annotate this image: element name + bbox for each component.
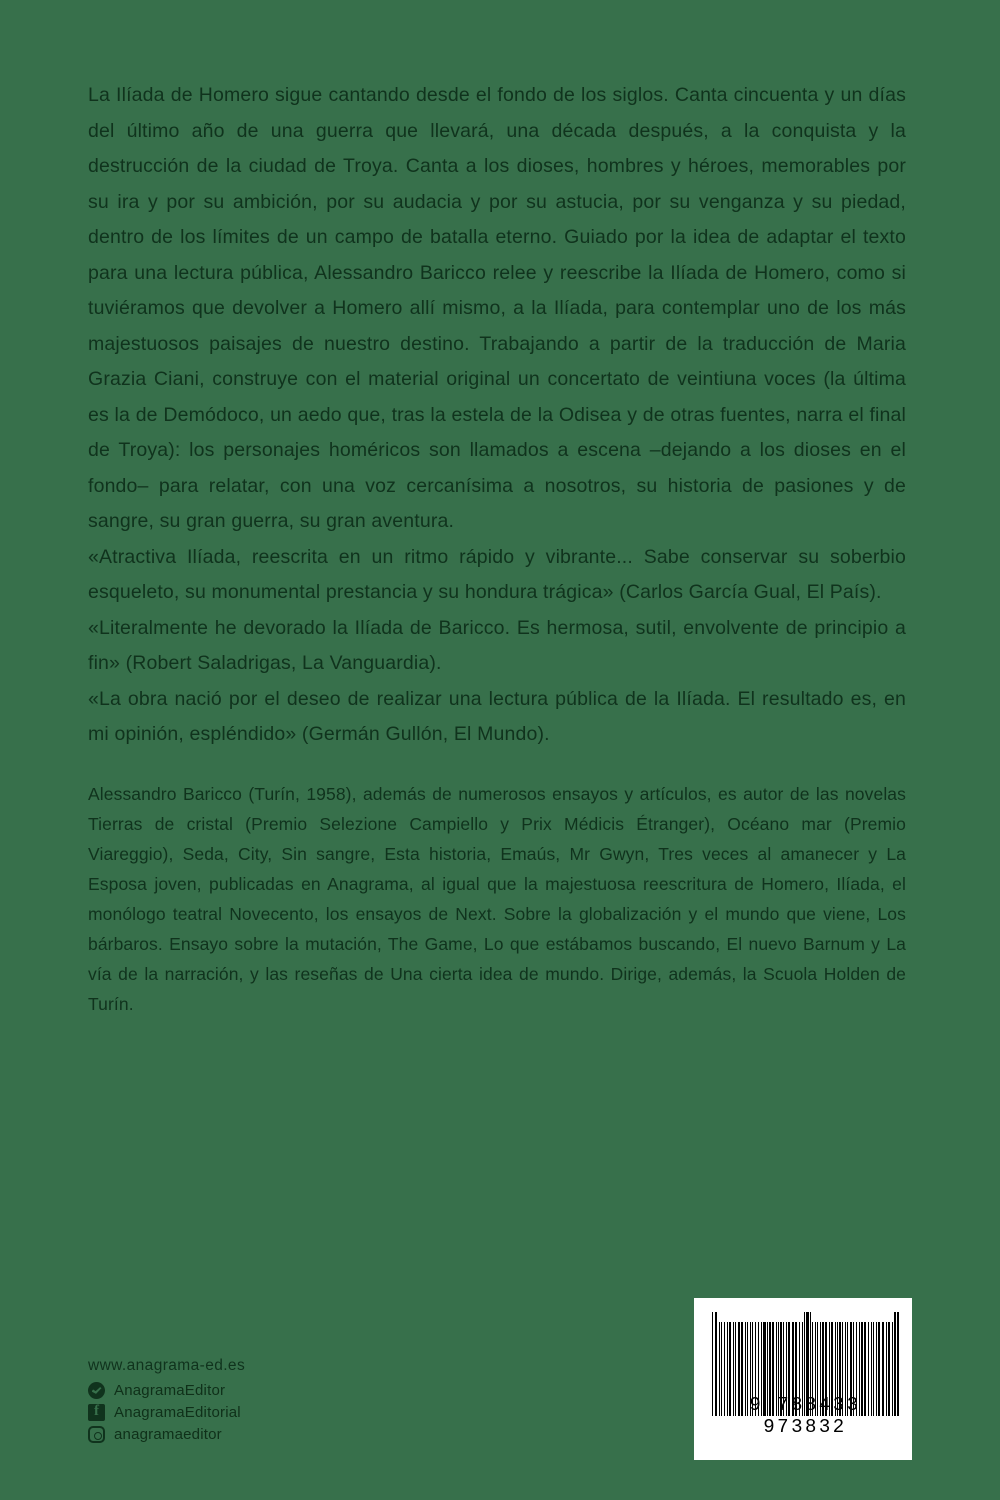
publisher-website[interactable]: www.anagrama-ed.es	[88, 1357, 246, 1374]
social-handle-facebook: AnagramaEditorial	[114, 1404, 241, 1421]
press-quote-text: «Atractiva Ilíada, reescrita en un ritmo rápido y vibrante... Sabe conservar su soberbio esqueleto, su monumental prestancia y su hondura trágica»	[88, 545, 906, 603]
press-quote-text: «Literalmente he devorado la Ilíada de Baricco. Es hermosa, sutil, envolvente de principio a fin»	[88, 616, 906, 674]
publisher-footer	[88, 1357, 508, 1448]
barcode-digits: 9 788433 973832	[749, 1394, 861, 1438]
twitter-icon	[88, 1382, 105, 1399]
social-row-twitter[interactable]	[88, 1382, 508, 1399]
social-handle-twitter: AnagramaEditor	[114, 1382, 226, 1399]
barcode	[694, 1298, 912, 1460]
instagram-icon	[88, 1426, 105, 1443]
press-quote-text: «La obra nació por el deseo de realizar una lectura pública de la Ilíada. El resultado es, en mi opinión, espléndido»	[88, 687, 906, 745]
author-bio-text: Alessandro Baricco (Turín, 1958), además de numerosos ensayos y artículos, es autor de las novelas Tierras de cristal (Premio Selezione Campiello y Prix Médicis Étranger), Océano mar (Premio Viareggio), Seda, City, Sin sangre, Esta historia, Emaús, Mr Gwyn, Tres veces al amanecer y La Esposa joven, publicadas en Anagrama, al igual que la majestuosa reescritura de Homero, Ilíada, el monólogo teatral Novecento, los ensayos de Next. Sobre la globalización y el mundo que viene, Los bárbaros. Ensayo sobre la mutación, The Game, Lo que estábamos buscando, El nuevo Barnum y La vía de la narración, y las reseñas de Una cierta idea de mundo. Dirige, además, la Scuola Holden de Turín.	[88, 783, 906, 1014]
author-bio	[88, 779, 906, 1019]
facebook-icon	[88, 1404, 105, 1421]
press-quotes	[88, 540, 906, 753]
cover-text-content	[88, 78, 906, 1019]
social-handle-instagram: anagramaeditor	[114, 1426, 222, 1443]
book-blurb	[88, 78, 906, 540]
press-quote-attribution: (Germán Gullón, El Mundo).	[301, 723, 550, 745]
press-quote	[88, 540, 906, 611]
press-quote	[88, 611, 906, 682]
social-row-instagram[interactable]	[88, 1426, 508, 1443]
social-row-facebook[interactable]	[88, 1404, 508, 1421]
press-quote-attribution: (Robert Saladrigas, La Vanguardia).	[125, 652, 442, 674]
press-quote	[88, 682, 906, 753]
blurb-paragraph: La Ilíada de Homero sigue cantando desde el fondo de los siglos. Canta cincuenta y un días del último año de una guerra que llevará, una década después, a la conquista y la destrucción de la ciudad de Troya. Canta a los dioses, hombres y héroes, memorables por su ira y por su ambición, por su audacia y por su astucia, por su venganza y su piedad, dentro de los límites de un campo de batalla eterno. Guiado por la idea de adaptar el texto para una lectura pública, Alessandro Baricco relee y reescribe la Ilíada de Homero, como si tuviéramos que devolver a Homero allí mismo, a la Ilíada, para contemplar uno de los más majestuosos paisajes de nuestro destino. Trabajando a partir de la traducción de Maria Grazia Ciani, construye con el material original un concertato de veintiuna voces (la última es la de Demódoco, un aedo que, tras la estela de la Odisea y de otras fuentes, narra el final de Troya): los personajes homéricos son llamados a escena –dejando a los dioses en el fondo– para relatar, con una voz cercanísima a nosotros, su historia de pasiones y de sangre, su gran guerra, su gran aventura.	[88, 84, 906, 532]
press-quote-attribution: (Carlos García Gual, El País).	[619, 581, 882, 603]
